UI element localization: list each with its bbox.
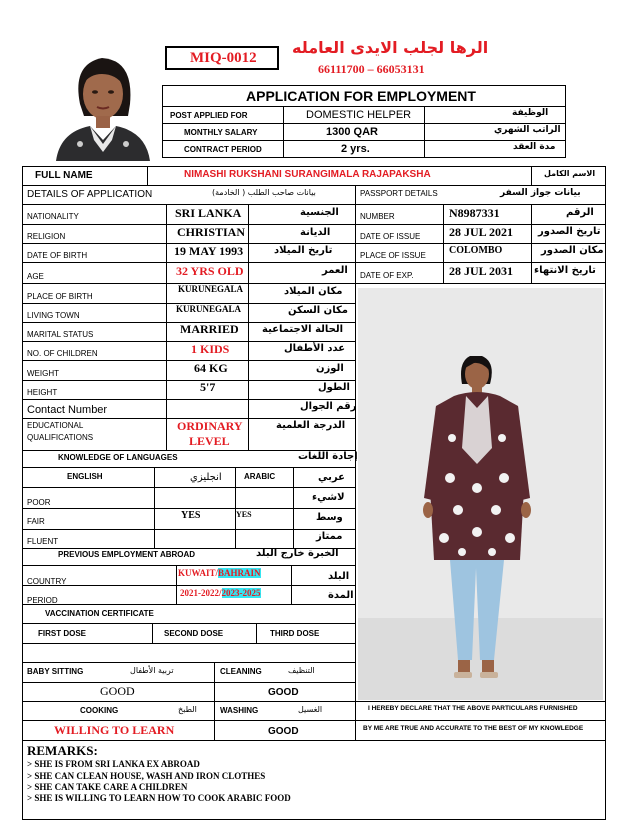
employment-label: PREVIOUS EMPLOYMENT ABROAD xyxy=(58,550,196,559)
dob-value: 19 MAY 1993 xyxy=(174,244,244,258)
issue-date-value: 28 JUL 2021 xyxy=(449,225,514,239)
children-value: 1 KIDS xyxy=(191,342,230,356)
living-town-label: LIVING TOWN xyxy=(27,311,80,320)
country-value-a: KUWAIT/ xyxy=(178,568,219,578)
second-dose-label: SECOND DOSE xyxy=(164,629,224,638)
post-label: POST APPLIED FOR xyxy=(170,111,248,120)
baby-sitting-arabic: تربية الأطفال xyxy=(130,666,174,675)
first-dose-label: FIRST DOSE xyxy=(38,629,87,638)
education-value-2: LEVEL xyxy=(189,434,230,448)
expiry-label: DATE OF EXP. xyxy=(360,271,414,280)
level-fair-arabic: YES xyxy=(236,510,252,519)
full-body-photo xyxy=(358,288,603,700)
washing-value: GOOD xyxy=(268,726,299,737)
dob-arabic: تاريخ الميلاد xyxy=(274,245,333,256)
country-arabic: البلد xyxy=(328,571,350,582)
passport-number-value: N8987331 xyxy=(449,206,500,220)
passport-number-arabic: الرقم xyxy=(566,207,594,218)
marital-label: MARITAL STATUS xyxy=(27,330,94,339)
post-arabic: الوظيفة xyxy=(512,108,549,118)
level-fair-label: FAIR xyxy=(27,517,45,526)
pob-label: PLACE OF BIRTH xyxy=(27,292,93,301)
nationality-value: SRI LANKA xyxy=(175,206,242,220)
declaration-line-1: I HEREBY DECLARE THAT THE ABOVE PARTICULARS FURNISHED xyxy=(368,705,578,712)
washing-arabic: الغسيل xyxy=(298,705,323,714)
cleaning-label: CLEANING xyxy=(220,667,262,676)
period-value xyxy=(180,588,261,598)
religion-value: CHRISTIAN xyxy=(177,225,246,239)
third-dose-label: THIRD DOSE xyxy=(270,629,320,638)
level-fluent-ar: ممتاز xyxy=(316,531,343,542)
remark-item: > SHE IS WILLING TO LEARN HOW TO COOK ARABIC FOOD xyxy=(27,793,291,803)
arabic-label: ARABIC xyxy=(244,472,276,481)
expiry-value: 28 JUL 2031 xyxy=(449,264,514,278)
passport-label: PASSPORT DETAILS xyxy=(360,189,438,198)
pob-value: KURUNEGALA xyxy=(178,284,244,294)
nationality-arabic: الجنسية xyxy=(300,207,339,218)
height-value: 5'7 xyxy=(200,380,216,394)
living-town-value: KURUNEGALA xyxy=(176,304,242,314)
education-label-1: EDUCATIONAL xyxy=(27,421,84,430)
dob-label: DATE OF BIRTH xyxy=(27,251,88,260)
pob-arabic: مكان الميلاد xyxy=(284,286,343,297)
children-label: NO. OF CHILDREN xyxy=(27,349,98,358)
cooking-label: COOKING xyxy=(80,706,119,715)
level-fair-english: YES xyxy=(181,510,201,521)
level-poor-label: POOR xyxy=(27,498,51,507)
issue-place-label: PLACE OF ISSUE xyxy=(360,251,426,260)
height-label: HEIGHT xyxy=(27,388,58,397)
cooking-value: WILLING TO LEARN xyxy=(54,723,175,737)
education-arabic: الدرجة العلمية xyxy=(276,420,346,431)
baby-sitting-label: BABY SITTING xyxy=(27,667,84,676)
cleaning-value: GOOD xyxy=(268,687,299,698)
form-title: APPLICATION FOR EMPLOYMENT xyxy=(246,88,476,104)
post-value: DOMESTIC HELPER xyxy=(306,109,412,121)
languages-arabic: إجادة اللغات xyxy=(298,451,358,462)
salary-arabic: الراتب الشهري xyxy=(494,125,561,135)
salary-label: MONTHLY SALARY xyxy=(184,128,258,137)
period-arabic: المدة xyxy=(328,590,354,601)
contact-label: Contact Number xyxy=(27,404,108,416)
washing-label: WASHING xyxy=(220,706,259,715)
remark-item: > SHE CAN TAKE CARE A CHILDREN xyxy=(27,782,188,792)
declaration-line-2: BY ME ARE TRUE AND ACCURATE TO THE BEST OF MY KNOWLEDGE xyxy=(363,725,584,732)
nationality-label: NATIONALITY xyxy=(27,212,79,221)
languages-label: KNOWLEDGE OF LANGUAGES xyxy=(58,453,178,462)
weight-arabic: الوزن xyxy=(316,363,344,374)
country-value xyxy=(178,568,261,578)
english-arabic: انجليزي xyxy=(190,472,222,483)
details-label: DETAILS OF APPLICATION xyxy=(27,189,153,200)
details-arabic: بيانات صاحب الطلب ( الخادمة) xyxy=(212,188,316,197)
reference-code: MIQ-0012 xyxy=(190,50,257,66)
weight-label: WEIGHT xyxy=(27,369,59,378)
weight-value: 64 KG xyxy=(194,361,228,375)
remark-item: > SHE IS FROM SRI LANKA EX ABROAD xyxy=(27,759,200,769)
marital-value: MARRIED xyxy=(180,322,239,336)
level-fair-ar: وسط xyxy=(316,512,343,523)
marital-arabic: الحالة الاجتماعية xyxy=(262,324,344,335)
passport-number-label: NUMBER xyxy=(360,212,395,221)
remarks-title: REMARKS: xyxy=(27,743,98,758)
issue-place-value: COLOMBO xyxy=(449,245,503,256)
height-arabic: الطول xyxy=(318,382,350,393)
remarks-title-text: REMARKS xyxy=(27,743,94,758)
agency-name-arabic: الرها لجلب الايدى العامله xyxy=(292,38,489,57)
period-value-a: 2021-2022/ xyxy=(180,588,222,598)
contract-arabic: مدة العقد xyxy=(513,142,556,152)
children-arabic: عدد الأطفال xyxy=(284,343,346,354)
issue-place-arabic: مكان الصدور xyxy=(541,245,604,256)
remark-item: > SHE CAN CLEAN HOUSE, WASH AND IRON CLOTHES xyxy=(27,771,266,781)
passport-arabic: بيانات جواز السفر xyxy=(500,188,581,198)
agency-phones: 66111700 – 66053131 xyxy=(318,62,425,76)
living-town-arabic: مكان السكن xyxy=(288,305,348,316)
cooking-arabic: الطبخ xyxy=(178,705,197,714)
age-value: 32 YRS OLD xyxy=(176,264,244,278)
contract-label: CONTRACT PERIOD xyxy=(184,145,262,154)
country-value-b: BAHRAIN xyxy=(218,568,261,578)
arabic-arabic: عربي xyxy=(318,472,345,483)
issue-date-arabic: تاريخ الصدور xyxy=(538,226,601,237)
contract-value: 2 yrs. xyxy=(341,143,370,155)
expiry-arabic: تاريخ الانتهاء xyxy=(534,265,596,276)
full-name-arabic: الاسم الكامل xyxy=(544,169,596,178)
country-label: COUNTRY xyxy=(27,577,67,586)
age-arabic: العمر xyxy=(322,265,348,276)
issue-date-label: DATE OF ISSUE xyxy=(360,232,421,241)
age-label: AGE xyxy=(27,272,44,281)
education-label-2: QUALIFICATIONS xyxy=(27,433,94,442)
cleaning-arabic: التنظيف xyxy=(288,666,315,675)
english-label: ENGLISH xyxy=(67,472,103,481)
baby-sitting-value: GOOD xyxy=(100,684,135,698)
period-label: PERIOD xyxy=(27,596,58,605)
religion-label: RELIGION xyxy=(27,232,66,241)
level-poor-ar: لاشيء xyxy=(312,492,345,503)
full-name-label: FULL NAME xyxy=(35,170,93,181)
contact-arabic: رقم الجوال xyxy=(300,401,357,412)
salary-value: 1300 QAR xyxy=(326,126,378,138)
education-value-1: ORDINARY xyxy=(177,419,243,433)
full-name-value: NIMASHI RUKSHANI SURANGIMALA RAJAPAKSHA xyxy=(184,169,431,180)
religion-arabic: الديانة xyxy=(300,227,331,238)
portrait-photo xyxy=(50,44,156,161)
level-fluent-label: FLUENT xyxy=(27,537,59,546)
employment-arabic: الخبرة خارج البلد xyxy=(256,548,339,559)
vaccination-label: VACCINATION CERTIFICATE xyxy=(45,609,154,618)
period-value-b: 2023-2025 xyxy=(221,588,261,598)
